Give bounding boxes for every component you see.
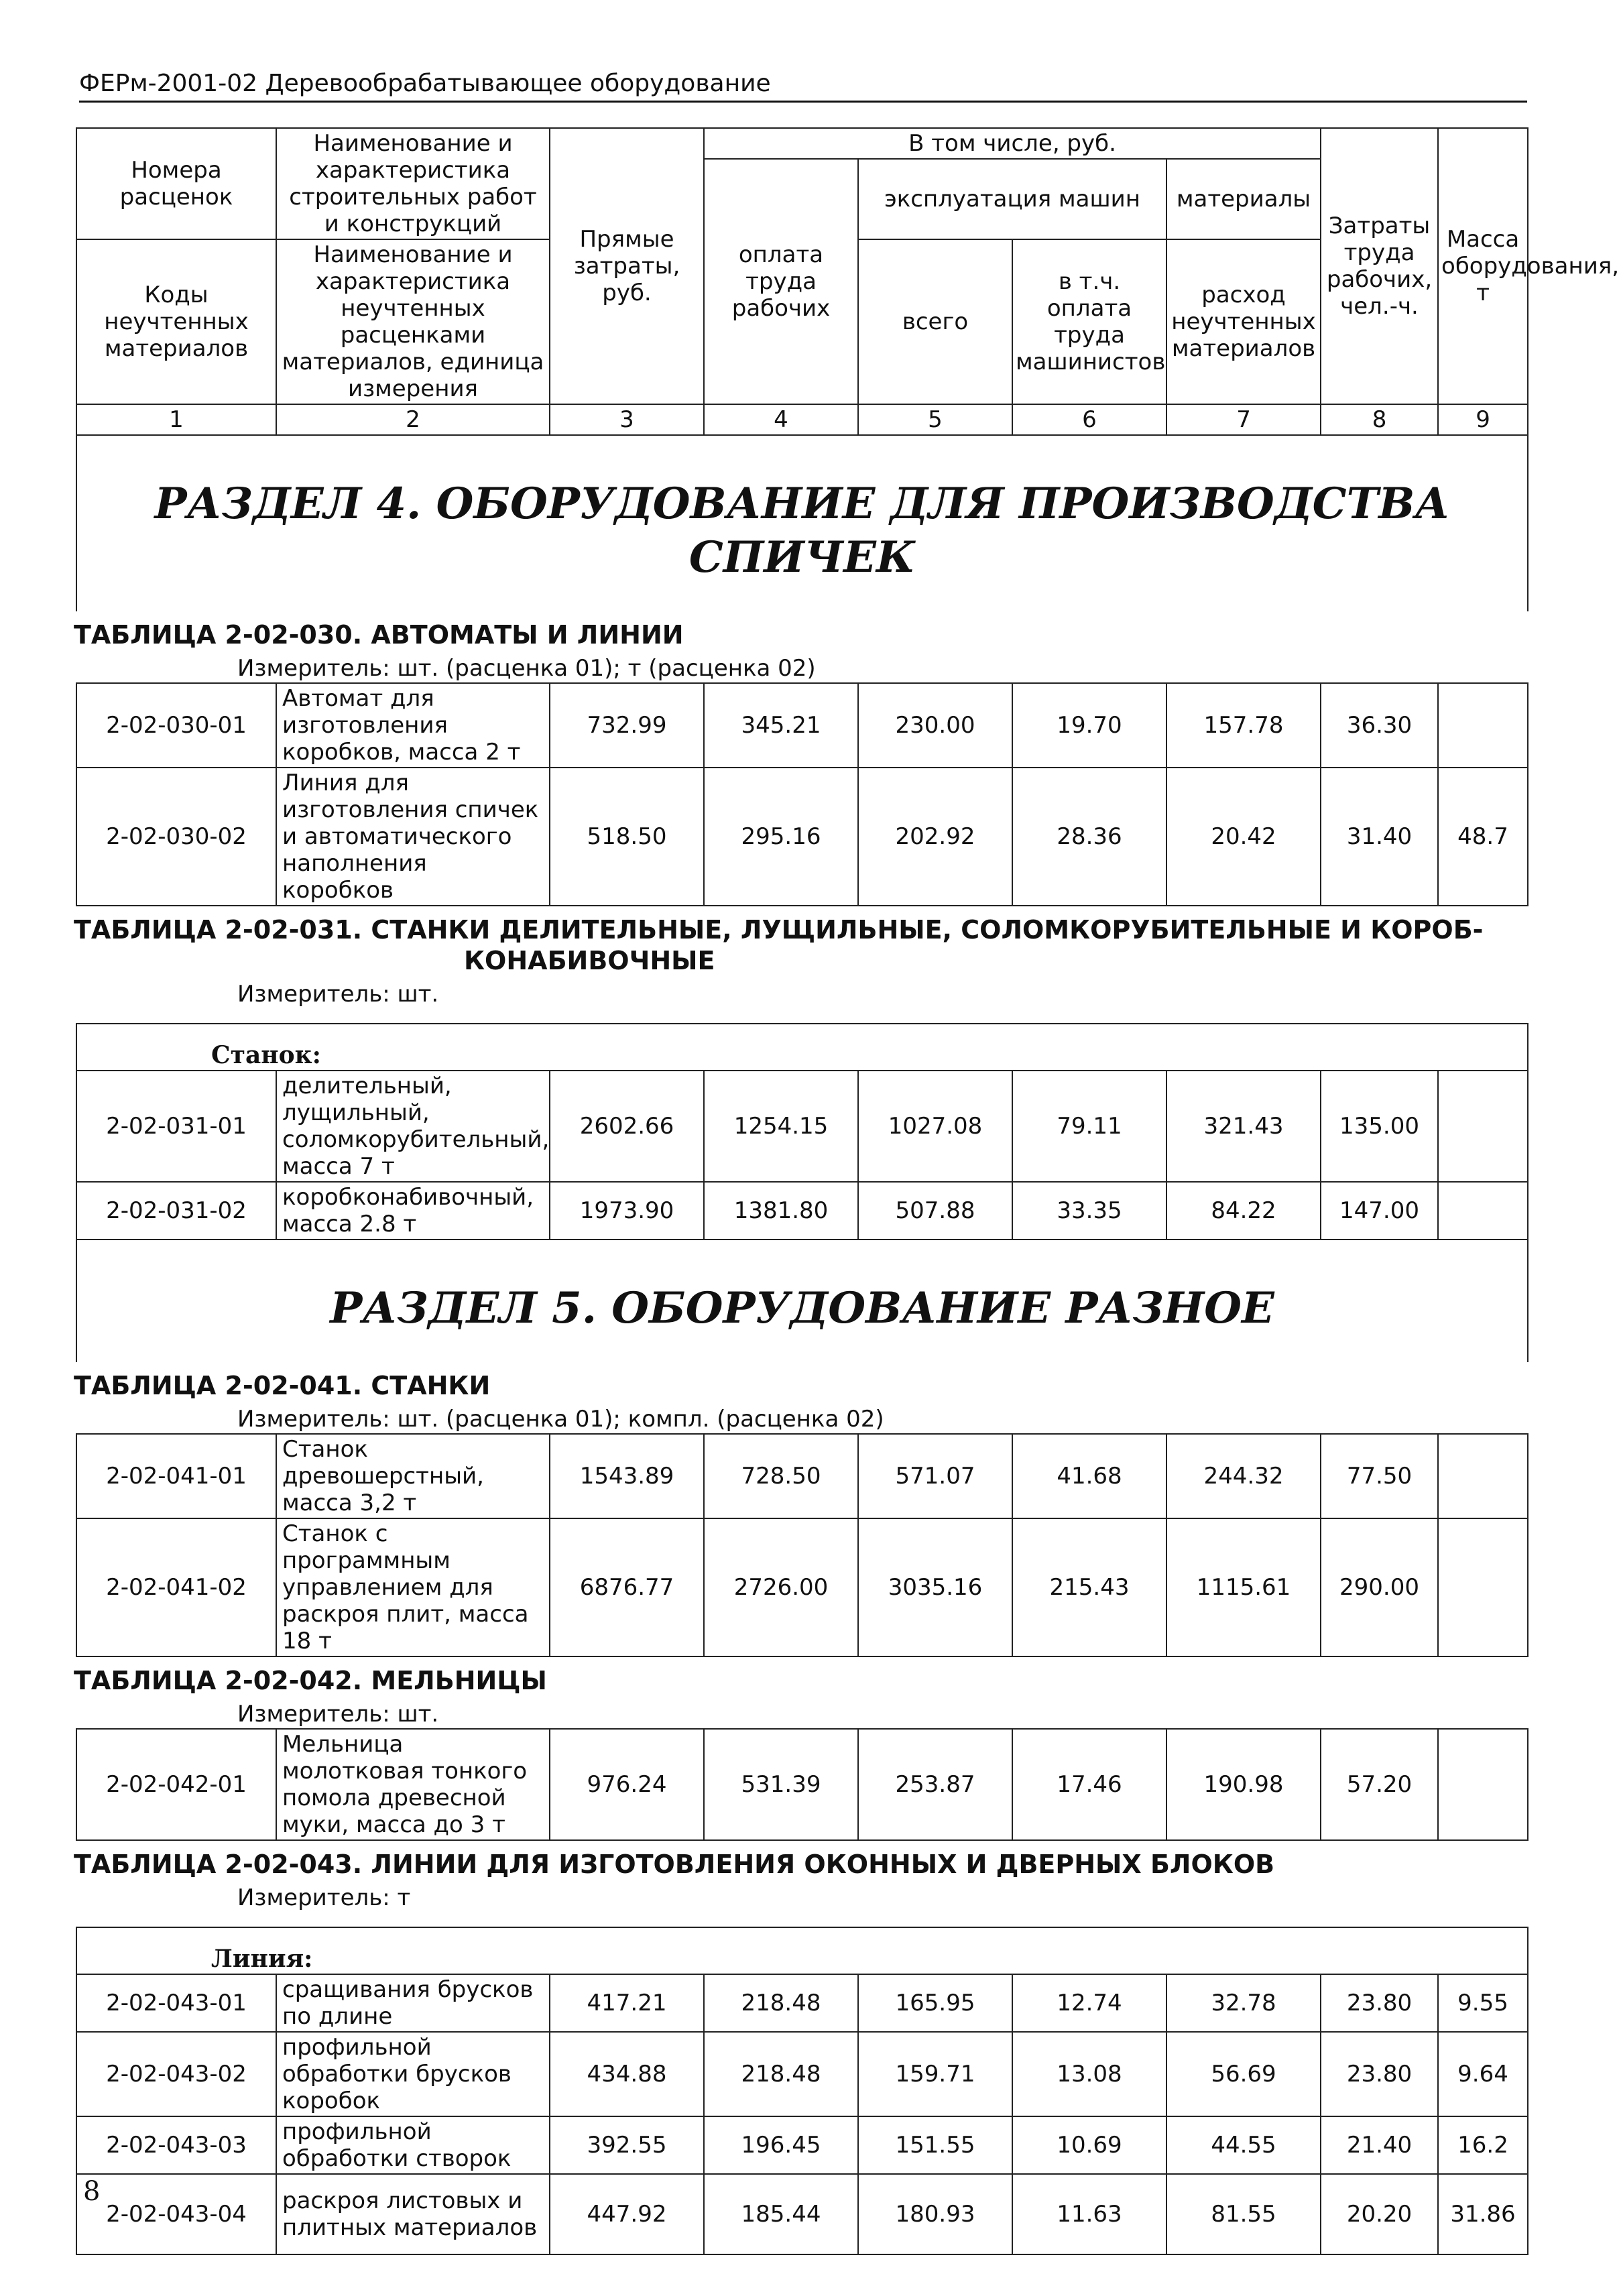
direct-costs-value: 976.24: [550, 1729, 704, 1840]
rate-code: 2-02-041-01: [76, 1434, 276, 1518]
rate-name: Линия для изготовления спичек и автоматического наполнения коробков: [276, 768, 550, 906]
equipment-mass-value: [1438, 683, 1528, 768]
header-unlisted-consumption: расход неучтенных материалов: [1166, 239, 1321, 404]
header-rate-numbers: Номера расценок: [76, 128, 276, 239]
table-row: [76, 768, 1528, 906]
header-unlisted-codes: Коды неучтенных материалов: [76, 239, 276, 404]
operator-pay-value: 28.36: [1012, 768, 1166, 906]
materials-value: 157.78: [1166, 683, 1321, 768]
direct-costs-value: 434.88: [550, 2032, 704, 2116]
operator-pay-value: 41.68: [1012, 1434, 1166, 1518]
header-direct-costs: Прямые затраты, руб.: [550, 128, 704, 404]
worker-pay-value: 185.44: [704, 2174, 858, 2254]
column-number: 5: [858, 404, 1012, 435]
worker-pay-value: 531.39: [704, 1729, 858, 1840]
table-row: [76, 1518, 1528, 1656]
operator-pay-value: 33.35: [1012, 1182, 1166, 1240]
subgroup-label: Станок:: [76, 1024, 1528, 1071]
machines-total-value: 159.71: [858, 2032, 1012, 2116]
rates-sheet: [74, 127, 1619, 2255]
operator-pay-value: 10.69: [1012, 2116, 1166, 2174]
equipment-mass-value: 48.7: [1438, 768, 1528, 906]
worker-pay-value: 196.45: [704, 2116, 858, 2174]
worker-pay-value: 2726.00: [704, 1518, 858, 1656]
rate-code: 2-02-043-01: [76, 1974, 276, 2032]
direct-costs-value: 417.21: [550, 1974, 704, 2032]
labor-cost-value: 290.00: [1321, 1518, 1438, 1656]
table-title: ТАБЛИЦА 2-02-043. ЛИНИИ ДЛЯ ИЗГОТОВЛЕНИЯ ОКОННЫХ И ДВЕРНЫХ БЛОКОВ: [74, 1850, 1275, 1879]
table-row: [76, 2116, 1528, 2174]
materials-value: 32.78: [1166, 1974, 1321, 2032]
table-title: ТАБЛИЦА 2-02-030. АВТОМАТЫ И ЛИНИИ: [74, 620, 684, 650]
materials-value: 44.55: [1166, 2116, 1321, 2174]
labor-cost-value: 57.20: [1321, 1729, 1438, 1840]
labor-cost-value: 23.80: [1321, 1974, 1438, 2032]
machines-total-value: 230.00: [858, 683, 1012, 768]
header-operator-pay: в т.ч. оплата труда машинистов: [1012, 239, 1166, 404]
rate-name: делительный, лущильный, соломкорубительный, масса 7 т: [276, 1071, 550, 1182]
header-materials: материалы: [1166, 159, 1321, 239]
equipment-mass-value: 31.86: [1438, 2174, 1528, 2254]
machines-total-value: 165.95: [858, 1974, 1012, 2032]
machines-total-value: 3035.16: [858, 1518, 1012, 1656]
rate-name: Автомат для изготовления коробков, масса 2 т: [276, 683, 550, 768]
machines-total-value: 180.93: [858, 2174, 1012, 2254]
materials-value: 81.55: [1166, 2174, 1321, 2254]
table-row: [76, 1974, 1528, 2032]
header-equipment-mass: Масса оборудования, т: [1438, 128, 1528, 404]
equipment-mass-value: [1438, 1518, 1528, 1656]
table-title-line: КОНАБИВОЧНЫЕ: [464, 946, 715, 975]
column-number: 8: [1321, 404, 1438, 435]
materials-value: 1115.61: [1166, 1518, 1321, 1656]
section-title: РАЗДЕЛ 4. ОБОРУДОВАНИЕ ДЛЯ ПРОИЗВОДСТВА СПИЧЕК: [154, 479, 1450, 583]
header-labor-cost: Затраты труда рабочих, чел.-ч.: [1321, 128, 1438, 404]
labor-cost-value: 21.40: [1321, 2116, 1438, 2174]
table-row: [76, 1071, 1528, 1182]
header-machine-operation: эксплуатация машин: [858, 159, 1166, 239]
worker-pay-value: 295.16: [704, 768, 858, 906]
worker-pay-value: 1381.80: [704, 1182, 858, 1240]
header-work-name: Наименование и характеристика строительных работ и конструкций: [276, 128, 550, 239]
measure-unit: Измеритель: шт.: [76, 980, 1528, 1024]
labor-cost-value: 147.00: [1321, 1182, 1438, 1240]
column-number: 3: [550, 404, 704, 435]
labor-cost-value: 23.80: [1321, 2032, 1438, 2116]
operator-pay-value: 12.74: [1012, 1974, 1166, 2032]
direct-costs-value: 2602.66: [550, 1071, 704, 1182]
equipment-mass-value: 9.55: [1438, 1974, 1528, 2032]
rate-code: 2-02-041-02: [76, 1518, 276, 1656]
materials-value: 84.22: [1166, 1182, 1321, 1240]
table-row: [76, 2174, 1528, 2254]
worker-pay-value: 218.48: [704, 1974, 858, 2032]
column-number: 7: [1166, 404, 1321, 435]
direct-costs-value: 6876.77: [550, 1518, 704, 1656]
equipment-mass-value: [1438, 1434, 1528, 1518]
rate-code: 2-02-043-03: [76, 2116, 276, 2174]
rate-name: коробконабивочный, масса 2.8 т: [276, 1182, 550, 1240]
equipment-mass-value: [1438, 1729, 1528, 1840]
labor-cost-value: 31.40: [1321, 768, 1438, 906]
rate-name: Мельница молотковая тонкого помола древесной муки, масса до 3 т: [276, 1729, 550, 1840]
machines-total-value: 202.92: [858, 768, 1012, 906]
measure-unit: Измеритель: шт. (расценка 01); компл. (расценка 02): [76, 1405, 1528, 1434]
column-number: 6: [1012, 404, 1166, 435]
table-row: [76, 1729, 1528, 1840]
worker-pay-value: 728.50: [704, 1434, 858, 1518]
rate-name: Станок древошерстный, масса 3,2 т: [276, 1434, 550, 1518]
machines-total-value: 253.87: [858, 1729, 1012, 1840]
rate-name: профильной обработки створок: [276, 2116, 550, 2174]
measure-unit: Измеритель: шт. (расценка 01); т (расценка 02): [76, 654, 1528, 683]
rate-name: сращивания брусков по длине: [276, 1974, 550, 2032]
direct-costs-value: 1973.90: [550, 1182, 704, 1240]
table-row: [76, 1182, 1528, 1240]
table-title: [74, 906, 1528, 980]
labor-cost-value: 36.30: [1321, 683, 1438, 768]
rate-name: профильной обработки брусков коробок: [276, 2032, 550, 2116]
direct-costs-value: 1543.89: [550, 1434, 704, 1518]
rate-code: 2-02-042-01: [76, 1729, 276, 1840]
column-numbers-row: [76, 404, 1528, 435]
header-including: В том числе, руб.: [704, 128, 1321, 159]
labor-cost-value: 20.20: [1321, 2174, 1438, 2254]
materials-value: 244.32: [1166, 1434, 1321, 1518]
table-row: [76, 2032, 1528, 2116]
equipment-mass-value: 9.64: [1438, 2032, 1528, 2116]
table-row: [76, 1434, 1528, 1518]
equipment-mass-value: [1438, 1071, 1528, 1182]
table-row: [76, 683, 1528, 768]
measure-unit: Измеритель: т: [76, 1884, 1528, 1927]
machines-total-value: 1027.08: [858, 1071, 1012, 1182]
operator-pay-value: 13.08: [1012, 2032, 1166, 2116]
worker-pay-value: 218.48: [704, 2032, 858, 2116]
page-header: ФЕРм-2001-02 Деревообрабатывающее оборудование: [79, 68, 1527, 103]
page-number: 8: [83, 2176, 101, 2207]
header-machines-total: всего: [858, 239, 1012, 404]
header-unlisted-materials: Наименование и характеристика неучтенных расценками материалов, единица измерения: [276, 239, 550, 404]
rate-name: Станок с программным управлением для раскроя плит, масса 18 т: [276, 1518, 550, 1656]
direct-costs-value: 392.55: [550, 2116, 704, 2174]
materials-value: 190.98: [1166, 1729, 1321, 1840]
column-number: 2: [276, 404, 550, 435]
table-title: ТАБЛИЦА 2-02-042. МЕЛЬНИЦЫ: [74, 1666, 547, 1695]
rate-code: 2-02-043-02: [76, 2032, 276, 2116]
machines-total-value: 151.55: [858, 2116, 1012, 2174]
machines-total-value: 571.07: [858, 1434, 1012, 1518]
labor-cost-value: 135.00: [1321, 1071, 1438, 1182]
equipment-mass-value: 16.2: [1438, 2116, 1528, 2174]
section-title: РАЗДЕЛ 5. ОБОРУДОВАНИЕ РАЗНОЕ: [330, 1283, 1274, 1333]
materials-value: 56.69: [1166, 2032, 1321, 2116]
table-title: ТАБЛИЦА 2-02-041. СТАНКИ: [74, 1371, 491, 1400]
rate-code: 2-02-043-04: [76, 2174, 276, 2254]
measure-unit: Измеритель: шт.: [76, 1700, 1528, 1729]
worker-pay-value: 1254.15: [704, 1071, 858, 1182]
direct-costs-value: 732.99: [550, 683, 704, 768]
operator-pay-value: 215.43: [1012, 1518, 1166, 1656]
direct-costs-value: 518.50: [550, 768, 704, 906]
operator-pay-value: 19.70: [1012, 683, 1166, 768]
header-worker-pay: оплата труда рабочих: [704, 159, 858, 404]
subgroup-label: Линия:: [76, 1927, 1528, 1974]
materials-value: 321.43: [1166, 1071, 1321, 1182]
operator-pay-value: 79.11: [1012, 1071, 1166, 1182]
operator-pay-value: 11.63: [1012, 2174, 1166, 2254]
column-number: 9: [1438, 404, 1528, 435]
machines-total-value: 507.88: [858, 1182, 1012, 1240]
rate-code: 2-02-031-02: [76, 1182, 276, 1240]
rate-code: 2-02-031-01: [76, 1071, 276, 1182]
materials-value: 20.42: [1166, 768, 1321, 906]
direct-costs-value: 447.92: [550, 2174, 704, 2254]
labor-cost-value: 77.50: [1321, 1434, 1438, 1518]
column-number: 4: [704, 404, 858, 435]
table-title-line: ТАБЛИЦА 2-02-031. СТАНКИ ДЕЛИТЕЛЬНЫЕ, ЛУЩИЛЬНЫЕ, СОЛОМКОРУБИТЕЛЬНЫЕ И КОРОБ-: [74, 915, 1484, 945]
worker-pay-value: 345.21: [704, 683, 858, 768]
rate-code: 2-02-030-02: [76, 768, 276, 906]
operator-pay-value: 17.46: [1012, 1729, 1166, 1840]
rate-name: раскроя листовых и плитных материалов: [276, 2174, 550, 2254]
rates-table: [74, 127, 1619, 2255]
column-number: 1: [76, 404, 276, 435]
equipment-mass-value: [1438, 1182, 1528, 1240]
rate-code: 2-02-030-01: [76, 683, 276, 768]
